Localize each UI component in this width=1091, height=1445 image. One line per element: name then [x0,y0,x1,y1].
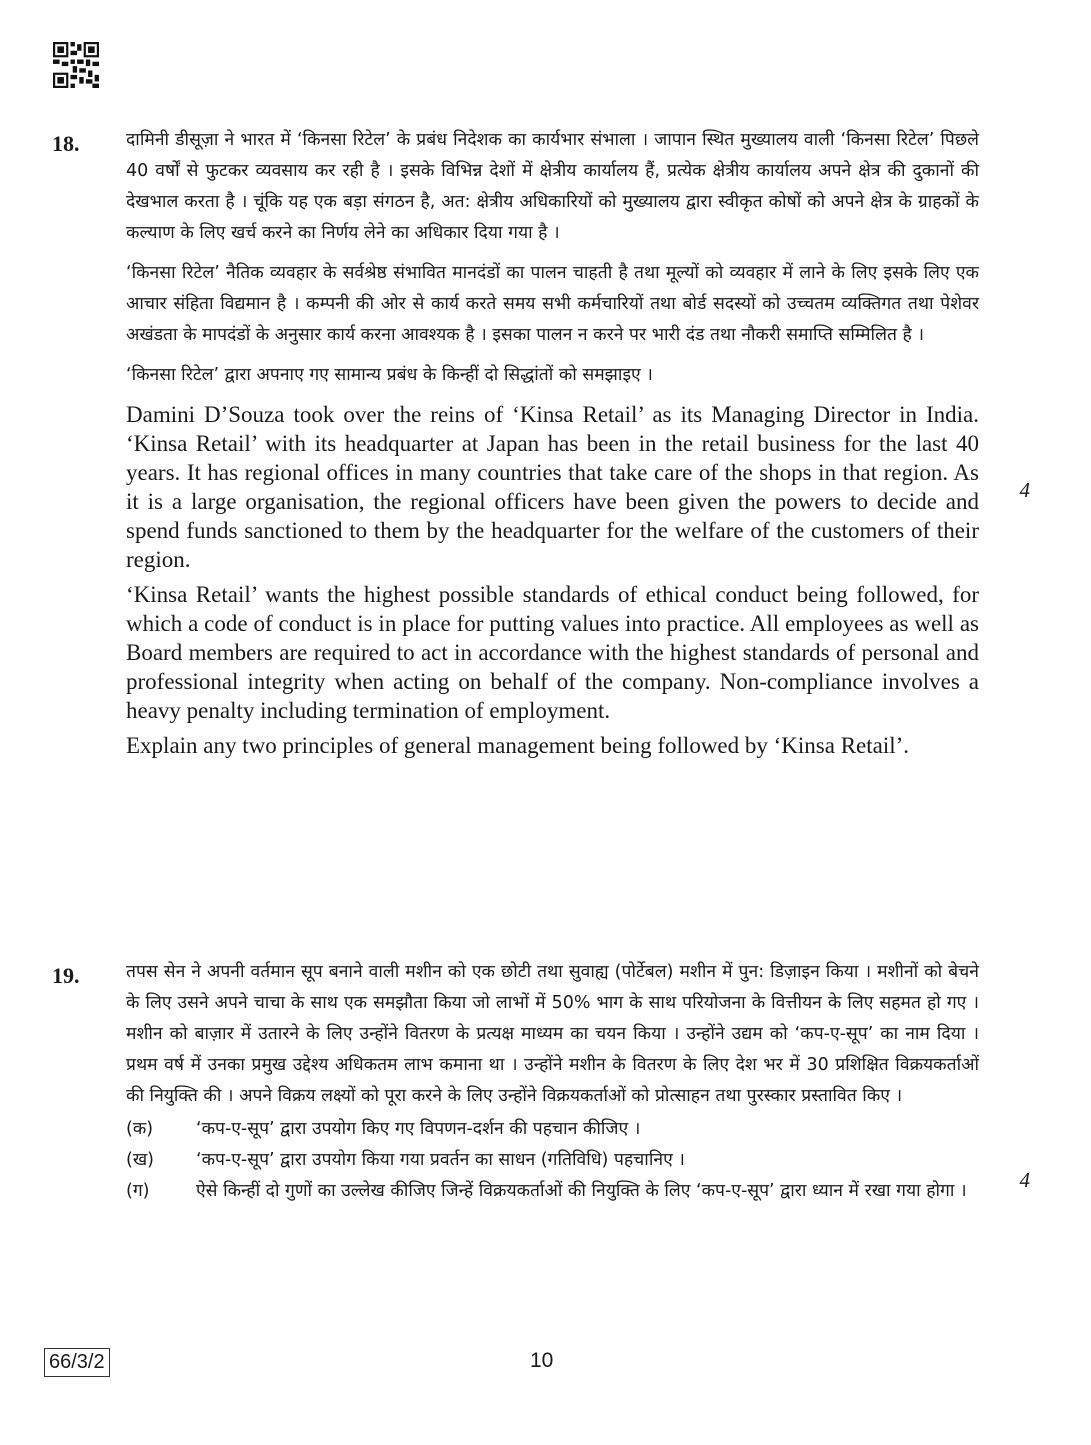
sub-question-label: (ग) [126,1181,150,1201]
sub-question-label: (क) [126,1119,154,1139]
sub-question-label: (ख) [126,1150,154,1170]
sub-question-text: ‘कप-ए-सूप’ द्वारा उपयोग किए गए विपणन-दर्शन की पहचान कीजिए । [196,1119,641,1139]
english-paragraph-2: ‘Kinsa Retail’ wants the highest possible standards of ethical conduct being followed, for which a code of conduct is in place for putting values into practice. All employees as well as Board members are required to act in accordance with the highest standards of personal and professional integrity when acting on behalf of the company. Non-compliance involves a heavy penalty including termination of employment. [126,582,979,723]
hindi-paragraph: तपस सेन ने अपनी वर्तमान सूप बनाने वाली मशीन को एक छोटी तथा सुवाह्य (पोर्टेबल) मशीन में पुन: डिज़ाइन किया । मशीनों को बेचने के लिए उसने अपने चाचा के साथ एक समझौता किया जो लाभों में 50% भाग के साथ परियोजना के वित्तीयन के लिए सहमत हो गए । मशीन को बाज़ार में उतारने के लिए उन्होंने वितरण के प्रत्यक्ष माध्यम का चयन किया । उन्होंने उद्यम को ‘कप-ए-सूप’ का नाम दिया । प्रथम वर्ष में उनका प्रमुख उद्देश्य अधिकतम लाभ कमाना था । उन्होंने मशीन के वितरण के लिए देश भर में 30 प्रशिक्षित विक्रयकर्ताओं की नियुक्ति की । अपने विक्रय लक्ष्यों को पूरा करने के लिए उन्होंने विक्रयकर्ताओं को प्रोत्साहन तथा पुरस्कार प्रस्तावित किए । [126,962,979,1106]
qr-code-icon [53,42,99,88]
english-question: Explain any two principles of general management being followed by ‘Kinsa Retail’. [126,733,910,758]
question-body [126,957,979,1207]
marks-label: 4 [1019,1168,1030,1192]
sub-question-kha [126,1145,979,1176]
hindi-paragraph-2: ‘किनसा रिटेल’ नैतिक व्यवहार के सर्वश्रेष्ठ संभावित मानदंडों का पालन चाहती है तथा मूल्यों को व्यवहार में लाने के लिए इसके लिए एक आचार संहिता विद्यमान है । कम्पनी की ओर से कार्य करते समय सभी कर्मचारियों तथा बोर्ड सदस्यों को उच्चतम व्यक्तिगत तथा पेशेवर अखंडता के मापदंडों के अनुसार कार्य करना आवश्यक है । इसका पालन न करने पर भारी दंड तथा नौकरी समाप्ति सम्मिलित है । [126,263,979,345]
question-number: 18. [52,131,80,156]
english-paragraph-1: Damini D’Souza took over the reins of ‘Kinsa Retail’ as its Managing Director in India. ‘Kinsa Retail’ with its headquarter at Japan has been in the retail business for the last 40 years. It has regional offices in many countries that take care of the shops in that region. As it is a large organisation, the regional officers have been given the powers to decide and spend funds sanctioned to them by the headquarter for the welfare of the customers of their region. [126,402,979,572]
sub-question-ka [126,1114,979,1145]
question-number: 19. [52,963,80,988]
question-body [126,125,979,766]
paper-code: 66/3/2 [44,1348,110,1377]
sub-question-text: ‘कप-ए-सूप’ द्वारा उपयोग किया गया प्रवर्तन का साधन (गतिविधि) पहचानिए । [196,1150,685,1170]
page-number: 10 [530,1349,554,1372]
hindi-question: ‘किनसा रिटेल’ द्वारा अपनाए गए सामान्य प्रबंध के किन्हीं दो सिद्धांतों को समझाइए । [126,365,653,385]
sub-question-ga [126,1176,979,1207]
marks-label: 4 [1019,478,1030,502]
sub-question-text: ऐसे किन्हीं दो गुणों का उल्लेख कीजिए जिन्हें विक्रयकर्ताओं की नियुक्ति के लिए ‘कप-ए-सूप’ द्वारा ध्यान में रखा गया होगा । [196,1181,967,1201]
hindi-paragraph-1: दामिनी डीसूज़ा ने भारत में ‘किनसा रिटेल’ के प्रबंध निदेशक का कार्यभार संभाला । जापान स्थित मुख्यालय वाली ‘किनसा रिटेल’ पिछले 40 वर्षों से फुटकर व्यवसाय कर रही है । इसके विभिन्न देशों में क्षेत्रीय कार्यालय हैं, प्रत्येक क्षेत्रीय कार्यालय अपने क्षेत्र की दुकानों की देखभाल करता है । चूंकि यह एक बड़ा संगठन है, अत: क्षेत्रीय अधिकारियों को मुख्यालय द्वारा स्वीकृत कोषों को अपने क्षेत्र के ग्राहकों के कल्याण के लिए खर्च करने का निर्णय लेने का अधिकार दिया गया है । [126,130,979,243]
